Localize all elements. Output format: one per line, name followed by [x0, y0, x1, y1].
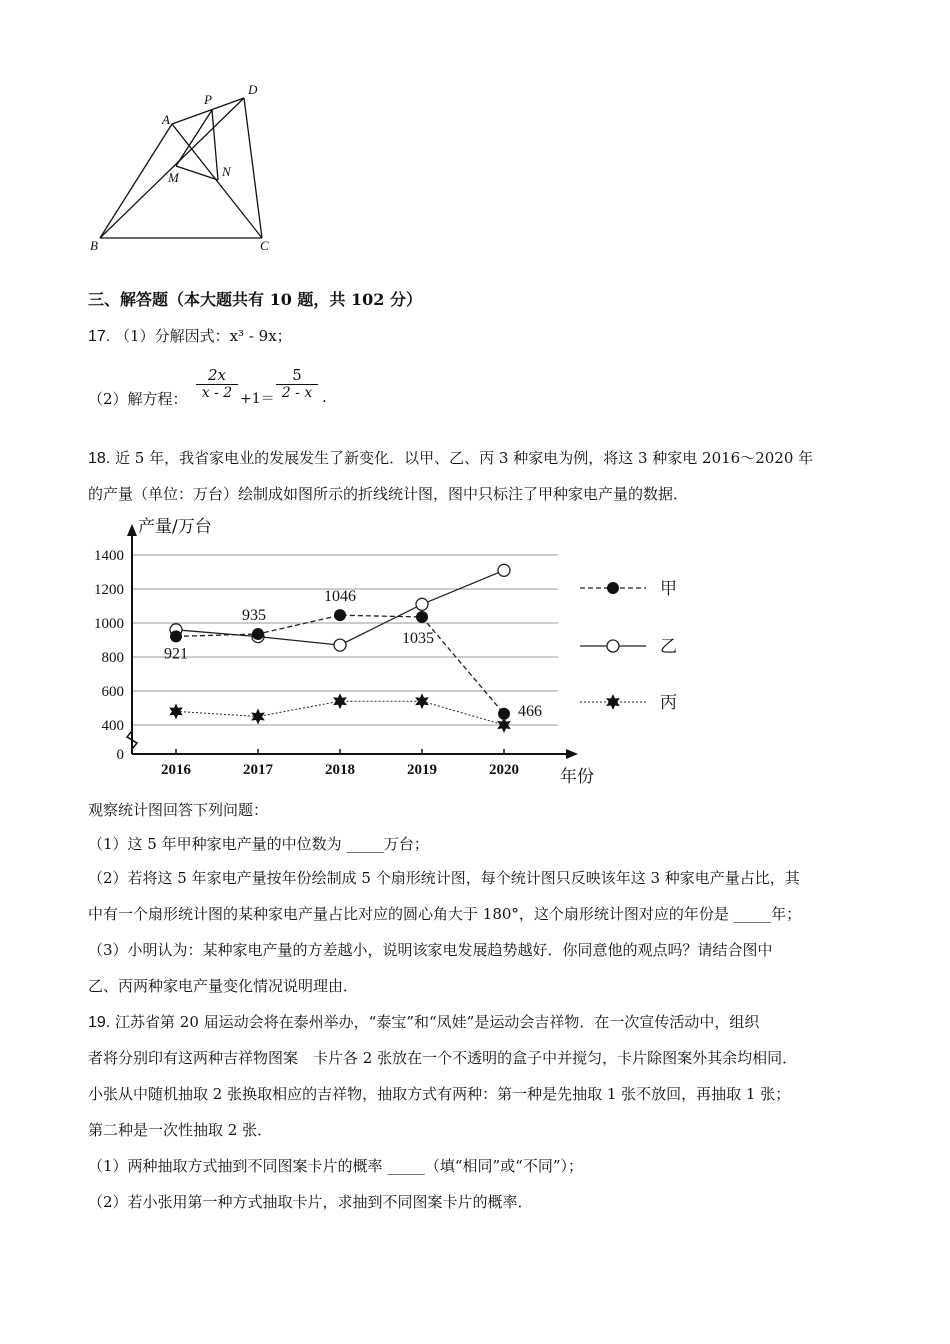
legend-label: 丙 — [660, 693, 677, 712]
q18-line1-text: 近 5 年，我省家电业的发展发生了新变化．以甲、乙、丙 3 种家电为例，将这 3 种家电 2016～2020 年 — [115, 449, 814, 467]
data-label-jia: 1046 — [324, 588, 356, 606]
line-chart-svg — [88, 514, 708, 790]
x-tick-label: 2020 — [489, 762, 519, 778]
q17-number: 17. — [88, 328, 111, 345]
q19-number: 19. — [88, 1014, 111, 1031]
x-axis-title: 年份 — [560, 767, 594, 787]
q18-number: 18. — [88, 450, 111, 467]
q17-part1 — [88, 326, 292, 347]
y-axis-title: 产量/万台 — [138, 517, 212, 537]
section-title: 三、解答题（本大题共有 10 题，共 102 分） — [88, 290, 422, 309]
series-yi-point — [416, 598, 428, 610]
q17-part1-text: （1）分解因式：x³ - 9x； — [115, 327, 292, 345]
series-bing-point — [415, 693, 429, 709]
data-label-jia: 921 — [164, 645, 188, 663]
q17-middle: +1＝ — [240, 391, 275, 407]
series-yi-point — [334, 639, 346, 651]
q17-frac2-numerator: 5 — [292, 366, 302, 384]
q18-part3-line1: （3）小明认为：某种家电产量的方差越小，说明该家电发展趋势越好．你同意他的观点吗？请结合图中 — [88, 941, 773, 959]
data-label-jia: 935 — [242, 607, 266, 625]
legend-label: 乙 — [660, 637, 677, 656]
series-jia-point — [416, 611, 428, 623]
q17-frac1-denominator: x - 2 — [196, 384, 238, 401]
q19-line3: 小张从中随机抽取 2 张换取相应的吉祥物，抽取方式有两种：第一种是先抽取 1 张不放回，再抽取 1 张； — [88, 1085, 791, 1103]
q17-frac2-denominator: 2 - x — [276, 384, 318, 401]
q19-line1-text: 江苏省第 20 届运动会将在泰州举办，“泰宝”和“凤娃”是运动会吉祥物．在一次宣传活动中，组织 — [115, 1013, 760, 1031]
series-bing-point — [333, 693, 347, 709]
x-tick-label: 2019 — [407, 762, 437, 778]
series-yi-line — [176, 570, 504, 648]
line-chart — [88, 514, 708, 790]
y-tick-label: 1200 — [94, 582, 124, 598]
series-jia-point — [170, 630, 182, 642]
data-label-jia: 466 — [518, 702, 542, 720]
series-yi-point — [498, 564, 510, 576]
data-label-jia: 1035 — [402, 630, 434, 648]
point-label-b: B — [90, 238, 98, 253]
q18-part1: （1）这 5 年甲种家电产量的中位数为 _____万台； — [88, 835, 429, 853]
q19-part2: （2）若小张用第一种方式抽取卡片，求抽到不同图案卡片的概率． — [88, 1193, 533, 1211]
q18-observe: 观察统计图回答下列问题： — [88, 801, 269, 819]
y-tick-label: 1000 — [94, 616, 124, 632]
point-label-d: D — [248, 82, 258, 97]
series-jia-point — [252, 628, 264, 640]
x-tick-label: 2016 — [161, 762, 191, 778]
point-label-n: N — [222, 164, 231, 179]
q19-line4: 第二种是一次性抽取 2 张． — [88, 1121, 273, 1139]
y-tick-label: 400 — [101, 718, 124, 734]
y-tick-label: 0 — [116, 747, 124, 763]
legend-label: 甲 — [660, 579, 677, 598]
q17-frac1-numerator: 2x — [207, 366, 226, 384]
series-jia-point — [334, 609, 346, 621]
x-tick-label: 2017 — [243, 762, 273, 778]
quadrilateral-diagram — [84, 78, 284, 258]
q19-line1 — [88, 1012, 759, 1033]
point-label-c: C — [260, 238, 269, 253]
q18-line1 — [88, 448, 813, 469]
x-axis-arrow — [566, 749, 578, 759]
q18-part3-line2: 乙、丙两种家电产量变化情况说明理由． — [88, 977, 359, 995]
q18-part2-line1: （2）若将这 5 年家电产量按年份绘制成 5 个扇形统计图，每个统计图只反映该年这 3 种家电产量占比，其 — [88, 869, 800, 887]
q19-part1: （1）两种抽取方式抽到不同图案卡片的概率 _____（填“相同”或“不同”）； — [88, 1157, 583, 1175]
geometry-figure — [84, 78, 284, 258]
point-label-m: M — [168, 170, 179, 185]
q19-line2: 者将分别印有这两种吉祥物图案 卡片各 2 张放在一个不透明的盒子中并搅匀，卡片除图案外其余均相同． — [88, 1049, 798, 1067]
q18-line2: 的产量（单位：万台）绘制成如图所示的折线统计图，图中只标注了甲种家电产量的数据． — [88, 485, 689, 503]
q17-part2-prefix: （2）解方程： — [88, 390, 188, 408]
x-tick-label: 2018 — [325, 762, 355, 778]
y-axis-arrow — [127, 524, 137, 536]
legend-yi-marker — [607, 640, 619, 652]
point-label-p: P — [204, 92, 212, 107]
q17-end: . — [322, 388, 327, 406]
legend-jia-marker — [607, 582, 619, 594]
y-tick-label: 1400 — [94, 548, 124, 564]
q17-fraction-2 — [276, 366, 318, 401]
q18-part2-line2: 中有一个扇形统计图的某种家电产量占比对应的圆心角大于 180°，这个扇形统计图对应的年份是 _____年； — [88, 905, 802, 923]
y-tick-label: 800 — [101, 650, 124, 666]
y-tick-label: 600 — [101, 684, 124, 700]
point-label-a: A — [162, 112, 170, 127]
q17-fraction-1 — [196, 366, 238, 401]
